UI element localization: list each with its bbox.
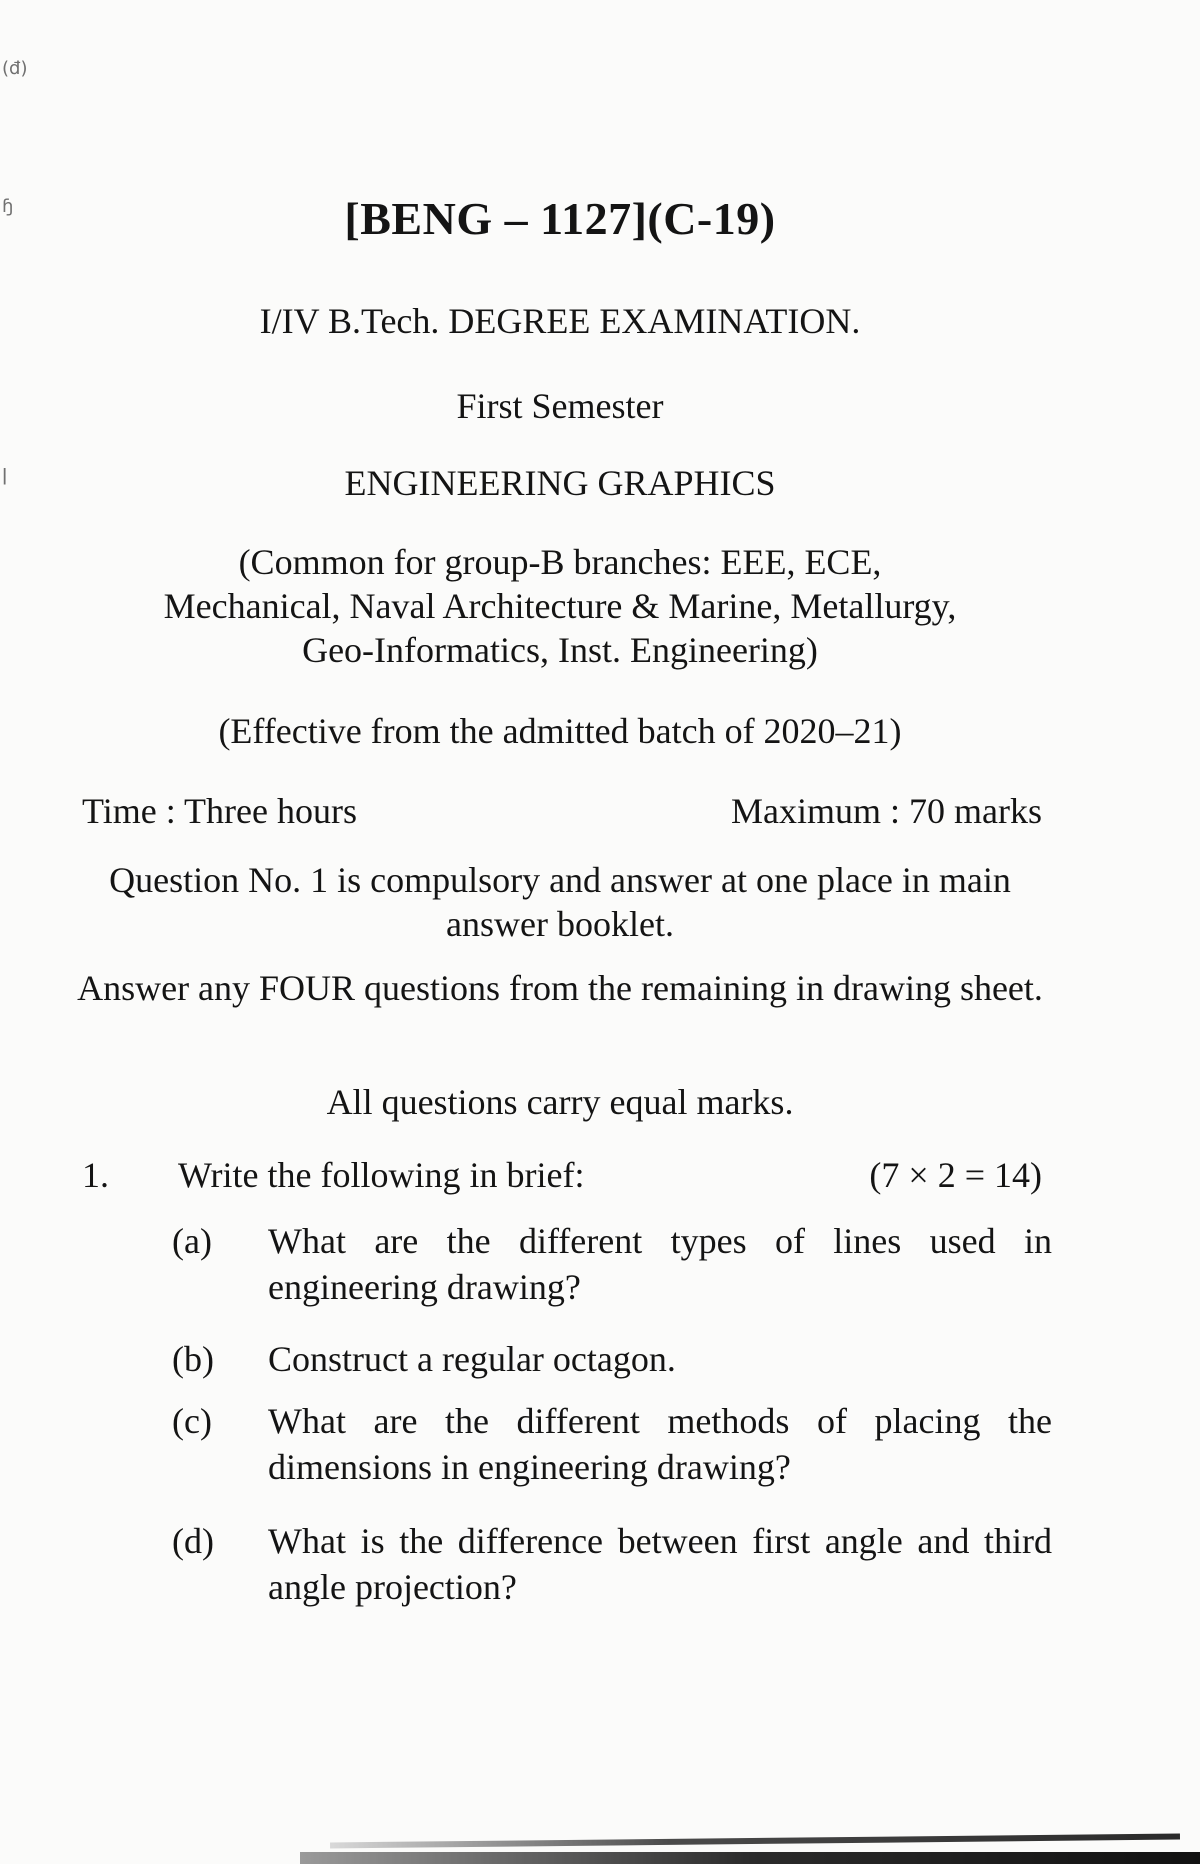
- common-line: Mechanical, Naval Architecture & Marine, Metallurgy,: [163, 586, 957, 626]
- exam-title: I/IV B.Tech. DEGREE EXAMINATION.: [259, 301, 861, 341]
- sub-question: [172, 1518, 1052, 1610]
- paper-code: [BENG – 1127](C-19): [344, 193, 776, 244]
- question-number: 1.: [82, 1155, 109, 1195]
- sub-question-label: (b): [172, 1339, 214, 1379]
- common-branches: [60, 540, 1060, 672]
- page-edge-shadow: [330, 1834, 1180, 1849]
- time-allowed: Time : Three hours: [82, 791, 357, 831]
- sub-question-label: (c): [172, 1401, 212, 1441]
- question-1: [82, 1154, 1042, 1196]
- sub-question-text: What is the difference between first angle and third angle projection?: [268, 1521, 1052, 1607]
- time-marks-row: [82, 790, 1042, 832]
- maximum-marks: Maximum : 70 marks: [731, 791, 1042, 831]
- sub-question-label: (d): [172, 1521, 214, 1561]
- common-line: Geo-Informatics, Inst. Engineering): [302, 630, 818, 670]
- margin-mark: ǀ: [2, 465, 8, 486]
- sub-question-text: What are the different types of lines used in engineering drawing?: [268, 1221, 1052, 1307]
- instruction: Answer any FOUR questions from the remaining in drawing sheet.: [77, 968, 1043, 1008]
- margin-mark: ɧ: [2, 196, 14, 217]
- margin-mark: (đ): [2, 58, 28, 79]
- question-text: Write the following in brief:: [178, 1155, 585, 1195]
- sub-question: [172, 1336, 1052, 1382]
- semester: First Semester: [456, 386, 664, 426]
- instruction: All questions carry equal marks.: [326, 1082, 794, 1122]
- effective-note: (Effective from the admitted batch of 2020–21): [218, 711, 902, 751]
- sub-question-text: Construct a regular octagon.: [268, 1339, 676, 1379]
- common-line: (Common for group-B branches: EEE, ECE,: [238, 542, 882, 582]
- page-edge-shadow: [300, 1852, 1200, 1864]
- question-marks: (7 × 2 = 14): [869, 1155, 1042, 1195]
- sub-question: [172, 1398, 1052, 1490]
- sub-question: [172, 1218, 1052, 1310]
- sub-question-text: What are the different methods of placing the dimensions in engineering drawing?: [268, 1401, 1052, 1487]
- subject-title: ENGINEERING GRAPHICS: [344, 463, 776, 503]
- instruction: Question No. 1 is compulsory and answer at one place in main answer booklet.: [109, 860, 1011, 944]
- sub-question-label: (a): [172, 1221, 212, 1261]
